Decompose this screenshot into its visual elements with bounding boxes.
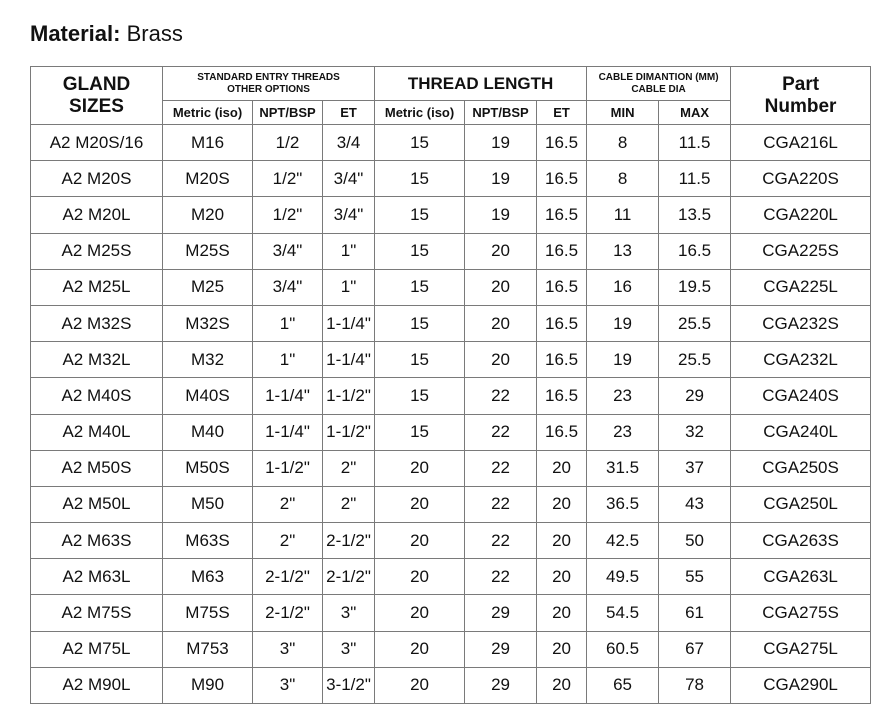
cell-thread-et: 16.5 — [537, 305, 587, 341]
cell-npt-bsp: 3" — [253, 667, 323, 703]
cell-et: 1" — [323, 233, 375, 269]
header-part-number — [731, 67, 871, 125]
cell-npt-bsp: 3/4" — [253, 233, 323, 269]
cell-part-number: CGA275S — [731, 595, 871, 631]
cell-npt-bsp: 2-1/2" — [253, 559, 323, 595]
header-gland-line2: SIZES — [69, 95, 124, 117]
cell-cable-max: 55 — [659, 559, 731, 595]
cell-cable-min: 16 — [587, 269, 659, 305]
cell-npt-bsp: 2-1/2" — [253, 595, 323, 631]
table-row — [31, 450, 871, 486]
cell-et: 2" — [323, 486, 375, 522]
cell-gland-size: A2 M25S — [31, 233, 163, 269]
cell-thread-metric-iso: 15 — [375, 305, 465, 341]
cell-thread-et: 16.5 — [537, 125, 587, 161]
cell-part-number: CGA250S — [731, 450, 871, 486]
cell-npt-bsp: 1/2 — [253, 125, 323, 161]
header-gland-sizes — [31, 67, 163, 125]
cell-part-number: CGA290L — [731, 667, 871, 703]
cell-cable-min: 19 — [587, 342, 659, 378]
cell-thread-metric-iso: 15 — [375, 378, 465, 414]
cell-metric-iso: M40S — [163, 378, 253, 414]
cell-metric-iso: M25 — [163, 269, 253, 305]
cell-cable-max: 19.5 — [659, 269, 731, 305]
cell-npt-bsp: 1-1/2" — [253, 450, 323, 486]
cell-gland-size: A2 M20L — [31, 197, 163, 233]
table-body — [31, 125, 871, 704]
cell-metric-iso: M40 — [163, 414, 253, 450]
cell-thread-npt-bsp: 20 — [465, 269, 537, 305]
cell-thread-npt-bsp: 22 — [465, 486, 537, 522]
cell-gland-size: A2 M63S — [31, 523, 163, 559]
header-thread-length: THREAD LENGTH — [375, 67, 587, 101]
table-row — [31, 197, 871, 233]
table-row — [31, 161, 871, 197]
table-row — [31, 595, 871, 631]
table-row — [31, 559, 871, 595]
header-part-line1: Part — [782, 73, 820, 95]
cell-part-number: CGA250L — [731, 486, 871, 522]
cell-gland-size: A2 M63L — [31, 559, 163, 595]
material-value: Brass — [126, 21, 183, 46]
cell-metric-iso: M50 — [163, 486, 253, 522]
cell-et: 1-1/2" — [323, 414, 375, 450]
cell-metric-iso: M25S — [163, 233, 253, 269]
cell-cable-max: 11.5 — [659, 161, 731, 197]
cell-thread-npt-bsp: 22 — [465, 378, 537, 414]
cell-metric-iso: M20S — [163, 161, 253, 197]
cell-cable-min: 49.5 — [587, 559, 659, 595]
subheader-et: ET — [323, 101, 375, 125]
cell-npt-bsp: 2" — [253, 486, 323, 522]
cell-thread-npt-bsp: 19 — [465, 125, 537, 161]
table-row — [31, 667, 871, 703]
header-standard-line1: STANDARD ENTRY THREADS — [197, 71, 340, 83]
cell-part-number: CGA232S — [731, 305, 871, 341]
table-row — [31, 378, 871, 414]
cell-part-number: CGA263L — [731, 559, 871, 595]
cell-part-number: CGA263S — [731, 523, 871, 559]
header-gland-line1: GLAND — [62, 73, 131, 95]
cell-cable-max: 78 — [659, 667, 731, 703]
cell-metric-iso: M16 — [163, 125, 253, 161]
cell-thread-npt-bsp: 22 — [465, 450, 537, 486]
table-row — [31, 233, 871, 269]
cell-et: 1-1/4" — [323, 342, 375, 378]
cell-cable-min: 65 — [587, 667, 659, 703]
cell-part-number: CGA220L — [731, 197, 871, 233]
cell-npt-bsp: 1" — [253, 342, 323, 378]
table-row — [31, 414, 871, 450]
cell-cable-max: 16.5 — [659, 233, 731, 269]
cell-thread-et: 20 — [537, 667, 587, 703]
subheader-npt-bsp: NPT/BSP — [253, 101, 323, 125]
cell-cable-max: 67 — [659, 631, 731, 667]
cell-npt-bsp: 1" — [253, 305, 323, 341]
cell-gland-size: A2 M32L — [31, 342, 163, 378]
table-row — [31, 631, 871, 667]
cell-thread-metric-iso: 15 — [375, 125, 465, 161]
cell-et: 2" — [323, 450, 375, 486]
cell-cable-min: 60.5 — [587, 631, 659, 667]
cell-gland-size: A2 M20S/16 — [31, 125, 163, 161]
cell-gland-size: A2 M75L — [31, 631, 163, 667]
cell-npt-bsp: 1-1/4" — [253, 378, 323, 414]
cell-et: 3/4" — [323, 197, 375, 233]
subheader-thread-metric-iso: Metric (iso) — [375, 101, 465, 125]
cell-gland-size: A2 M32S — [31, 305, 163, 341]
cell-gland-size: A2 M50L — [31, 486, 163, 522]
cell-cable-min: 13 — [587, 233, 659, 269]
table-row — [31, 305, 871, 341]
header-standard-entry — [163, 67, 375, 101]
subheader-cable-max: MAX — [659, 101, 731, 125]
cell-metric-iso: M32S — [163, 305, 253, 341]
cell-cable-min: 23 — [587, 414, 659, 450]
cell-thread-npt-bsp: 22 — [465, 414, 537, 450]
cell-npt-bsp: 2" — [253, 523, 323, 559]
cell-part-number: CGA240S — [731, 378, 871, 414]
cell-thread-et: 16.5 — [537, 269, 587, 305]
cell-metric-iso: M753 — [163, 631, 253, 667]
cell-thread-metric-iso: 15 — [375, 342, 465, 378]
cell-et: 1-1/2" — [323, 378, 375, 414]
cell-thread-metric-iso: 20 — [375, 523, 465, 559]
cell-thread-npt-bsp: 29 — [465, 667, 537, 703]
cell-thread-npt-bsp: 22 — [465, 559, 537, 595]
cell-part-number: CGA220S — [731, 161, 871, 197]
cell-thread-et: 16.5 — [537, 197, 587, 233]
cell-thread-metric-iso: 15 — [375, 197, 465, 233]
cell-et: 2-1/2" — [323, 523, 375, 559]
cell-cable-min: 42.5 — [587, 523, 659, 559]
cell-cable-max: 25.5 — [659, 342, 731, 378]
cell-thread-et: 16.5 — [537, 342, 587, 378]
cell-gland-size: A2 M75S — [31, 595, 163, 631]
cell-thread-et: 16.5 — [537, 414, 587, 450]
cell-thread-et: 20 — [537, 559, 587, 595]
table-row — [31, 523, 871, 559]
cell-metric-iso: M20 — [163, 197, 253, 233]
cell-thread-et: 20 — [537, 486, 587, 522]
subheader-metric-iso: Metric (iso) — [163, 101, 253, 125]
cell-npt-bsp: 1/2" — [253, 161, 323, 197]
subheader-thread-et: ET — [537, 101, 587, 125]
cell-cable-max: 11.5 — [659, 125, 731, 161]
cell-metric-iso: M63 — [163, 559, 253, 595]
cell-cable-min: 19 — [587, 305, 659, 341]
material-heading — [30, 18, 183, 50]
cell-part-number: CGA275L — [731, 631, 871, 667]
cell-cable-min: 11 — [587, 197, 659, 233]
cell-gland-size: A2 M90L — [31, 667, 163, 703]
header-standard-line2: OTHER OPTIONS — [227, 83, 310, 95]
cell-et: 3-1/2" — [323, 667, 375, 703]
cell-et: 3" — [323, 595, 375, 631]
cell-gland-size: A2 M20S — [31, 161, 163, 197]
cell-thread-npt-bsp: 29 — [465, 631, 537, 667]
cell-thread-npt-bsp: 20 — [465, 342, 537, 378]
cell-metric-iso: M75S — [163, 595, 253, 631]
material-label: Material: — [30, 21, 121, 46]
cell-cable-min: 8 — [587, 161, 659, 197]
cell-thread-metric-iso: 20 — [375, 559, 465, 595]
cell-cable-max: 29 — [659, 378, 731, 414]
cell-metric-iso: M90 — [163, 667, 253, 703]
cell-thread-et: 20 — [537, 450, 587, 486]
cell-cable-min: 54.5 — [587, 595, 659, 631]
cell-thread-metric-iso: 15 — [375, 161, 465, 197]
cell-et: 2-1/2" — [323, 559, 375, 595]
cell-cable-max: 37 — [659, 450, 731, 486]
cell-npt-bsp: 1/2" — [253, 197, 323, 233]
gland-spec-table — [30, 66, 871, 704]
cell-thread-et: 20 — [537, 631, 587, 667]
header-cable-line2: CABLE DIA — [631, 83, 686, 95]
cell-npt-bsp: 3/4" — [253, 269, 323, 305]
cell-thread-metric-iso: 20 — [375, 595, 465, 631]
header-part-line2: Number — [764, 95, 837, 117]
cell-gland-size: A2 M40L — [31, 414, 163, 450]
cell-thread-npt-bsp: 20 — [465, 305, 537, 341]
cell-metric-iso: M63S — [163, 523, 253, 559]
header-cable-dimension — [587, 67, 731, 101]
cell-thread-et: 20 — [537, 595, 587, 631]
cell-thread-metric-iso: 20 — [375, 667, 465, 703]
cell-metric-iso: M32 — [163, 342, 253, 378]
table-row — [31, 342, 871, 378]
table-row — [31, 125, 871, 161]
subheader-thread-npt-bsp: NPT/BSP — [465, 101, 537, 125]
table-row — [31, 269, 871, 305]
cell-cable-min: 8 — [587, 125, 659, 161]
cell-metric-iso: M50S — [163, 450, 253, 486]
subheader-cable-min: MIN — [587, 101, 659, 125]
table-row — [31, 486, 871, 522]
cell-cable-max: 61 — [659, 595, 731, 631]
cell-et: 3" — [323, 631, 375, 667]
cell-cable-min: 31.5 — [587, 450, 659, 486]
cell-et: 3/4" — [323, 161, 375, 197]
cell-et: 1" — [323, 269, 375, 305]
cell-thread-metric-iso: 15 — [375, 269, 465, 305]
cell-thread-metric-iso: 15 — [375, 414, 465, 450]
cell-thread-et: 20 — [537, 523, 587, 559]
cell-cable-max: 43 — [659, 486, 731, 522]
cell-npt-bsp: 1-1/4" — [253, 414, 323, 450]
cell-et: 1-1/4" — [323, 305, 375, 341]
cell-cable-max: 50 — [659, 523, 731, 559]
cell-thread-et: 16.5 — [537, 233, 587, 269]
cell-cable-max: 32 — [659, 414, 731, 450]
cell-thread-metric-iso: 20 — [375, 631, 465, 667]
cell-thread-npt-bsp: 20 — [465, 233, 537, 269]
cell-gland-size: A2 M40S — [31, 378, 163, 414]
cell-thread-metric-iso: 20 — [375, 486, 465, 522]
cell-thread-et: 16.5 — [537, 378, 587, 414]
cell-cable-min: 36.5 — [587, 486, 659, 522]
cell-thread-metric-iso: 20 — [375, 450, 465, 486]
cell-part-number: CGA240L — [731, 414, 871, 450]
cell-thread-npt-bsp: 29 — [465, 595, 537, 631]
cell-thread-npt-bsp: 19 — [465, 197, 537, 233]
cell-part-number: CGA232L — [731, 342, 871, 378]
cell-thread-et: 16.5 — [537, 161, 587, 197]
cell-cable-min: 23 — [587, 378, 659, 414]
cell-part-number: CGA216L — [731, 125, 871, 161]
cell-et: 3/4 — [323, 125, 375, 161]
cell-npt-bsp: 3" — [253, 631, 323, 667]
cell-thread-npt-bsp: 22 — [465, 523, 537, 559]
cell-thread-npt-bsp: 19 — [465, 161, 537, 197]
cell-thread-metric-iso: 15 — [375, 233, 465, 269]
cell-cable-max: 13.5 — [659, 197, 731, 233]
cell-cable-max: 25.5 — [659, 305, 731, 341]
cell-gland-size: A2 M25L — [31, 269, 163, 305]
cell-gland-size: A2 M50S — [31, 450, 163, 486]
cell-part-number: CGA225L — [731, 269, 871, 305]
cell-part-number: CGA225S — [731, 233, 871, 269]
header-cable-line1: CABLE DIMANTION (MM) — [598, 71, 719, 83]
